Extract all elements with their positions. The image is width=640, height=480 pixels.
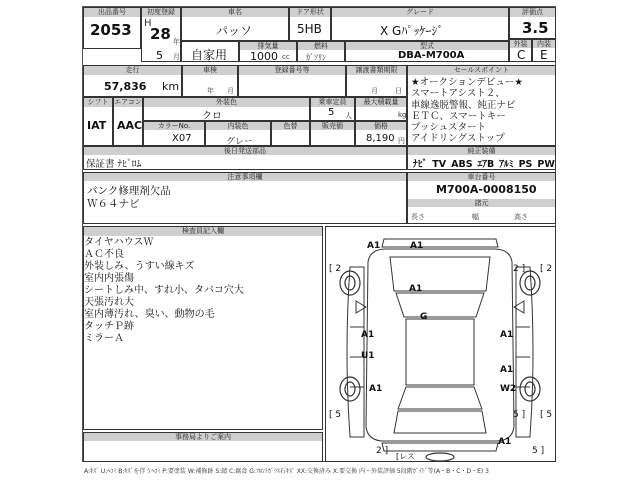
legend: A:ｷｽﾞ U:ﾍｺﾐ B:ｷｽﾞを伴うﾍｺﾐ P:要塗装 W:補修跡 S:錆 C:腐食 G:ﾌﾛﾝﾄｶﾞﾗｽ石ｷｽﾞ XX:交換済み X:要交換 内・外装評価 5段階ｶﾞｲﾄﾞ等(A・B・C・D・E) 3: [84, 468, 489, 475]
equipment-item: TV: [432, 159, 447, 170]
bracket-mark: [ 5: [329, 410, 342, 420]
damage-mark: A1: [410, 241, 424, 251]
equipment-item: ｴｱB: [477, 159, 495, 170]
car-name-label: 車名: [182, 8, 288, 17]
usage-cell: [181, 41, 239, 62]
grade-cell: [331, 7, 509, 41]
door-cell: [289, 7, 331, 41]
reg-year: 28: [150, 25, 171, 43]
equipment-item: PW: [537, 159, 555, 170]
lot-number-cell: [83, 7, 141, 49]
color-no: X07: [172, 133, 192, 144]
bracket-mark: [ 2: [540, 264, 553, 274]
damage-mark: U1: [361, 351, 375, 361]
mileage-unit: km: [162, 80, 180, 93]
selling-points-cell: [407, 65, 556, 146]
price: 8,190: [366, 133, 395, 144]
sold-label: 販売価: [311, 122, 354, 130]
score-cell: [509, 7, 556, 39]
door-label: ドア形状: [290, 8, 330, 17]
bracket-mark: [ 5: [540, 410, 553, 420]
inspector-note-line: 外装しみ、うすい線キズ: [84, 261, 195, 272]
rear-parts-label: 後日発送部品: [84, 147, 406, 155]
capacity-unit: 人: [345, 112, 352, 120]
reg-month: 5: [156, 49, 163, 62]
shift-label: シフト: [84, 98, 112, 107]
equipment-item: ﾅﾋﾞ: [413, 159, 428, 170]
inspector-note-line: タッチＰ跡: [84, 321, 134, 332]
equipment-item: PS: [518, 159, 533, 170]
mileage-cell: [83, 65, 182, 97]
inspector-label: 検査員記入欄: [84, 227, 322, 236]
office-label: 事務局よりご案内: [84, 433, 322, 441]
shift-cell: [83, 97, 113, 146]
max-load-cell: [355, 97, 407, 121]
notes-cell: [83, 172, 407, 224]
capacity: 5: [328, 107, 335, 118]
car-diagram: [326, 227, 555, 461]
car-name: パッソ: [216, 24, 253, 38]
selling-point: スマートアシスト２、: [411, 88, 505, 100]
selling-point: ＥＴＣ、スマートキー: [411, 110, 506, 122]
equipment-cell: [407, 146, 556, 170]
fuel-cell: [297, 41, 345, 62]
ext-score: C: [517, 48, 526, 62]
usage: 自家用: [191, 48, 228, 62]
bracket-mark: 2 ]: [376, 446, 389, 456]
dims-label: 諸元: [408, 199, 555, 207]
max-load-unit: kg: [398, 111, 407, 119]
selling-point: プッシュスタート: [411, 122, 487, 134]
inspector-note-line: ミラーＡ: [84, 333, 124, 344]
first-reg-label: 初度登録: [142, 8, 180, 17]
displacement-cell: [239, 41, 297, 62]
notes-label: 注意事項欄: [84, 173, 406, 181]
exterior-color-label: 外装色: [144, 98, 309, 107]
score-label: 評価点: [510, 8, 555, 17]
selling-points-list: [411, 77, 523, 145]
ac-cell: [113, 97, 143, 146]
equipment-item: ｱﾙﾐ: [499, 159, 514, 170]
fuel: ｶﾞｿﾘﾝ: [306, 53, 326, 62]
inspection-cell: [182, 65, 238, 97]
color-no-label: カラーNo.: [144, 122, 204, 130]
capacity-cell: [310, 97, 355, 121]
inspector-note-line: 室内内張傷: [84, 273, 134, 284]
displacement-unit: cc: [282, 53, 290, 61]
deadline-label: 譲渡書類期限: [347, 66, 406, 75]
damage-mark: A1: [409, 284, 423, 294]
sold-cell: [310, 121, 355, 146]
bracket-mark: 5 ]: [532, 446, 545, 456]
score: 3.5: [522, 19, 549, 37]
price-unit: 円: [398, 137, 405, 145]
inspector-note-line: タイヤハウスＷ: [84, 237, 154, 248]
exterior-color: クロ: [202, 111, 222, 122]
mileage-label: 走行: [84, 66, 181, 75]
selling-point: 車線逸脱警報、純正ナビ: [411, 99, 516, 111]
bracket-mark: 5 ]: [513, 410, 526, 420]
grade-label: グレード: [332, 8, 508, 17]
selling-point: ★オークションデビュー★: [411, 77, 523, 88]
chassis-number: M700A-0008150: [436, 183, 537, 196]
deadline-cell: [346, 65, 407, 97]
rear-parts: 保証書 ﾅﾋﾞﾛﾑ: [86, 159, 142, 170]
first-registration-cell: [141, 7, 181, 62]
door-type: 5HB: [297, 22, 322, 36]
inspector-note-line: 室内薄汚れ、臭い、動物の毛: [84, 309, 215, 320]
exterior-score-cell: [509, 39, 532, 62]
model: DBA-M700A: [398, 50, 465, 61]
shift: IAT: [87, 119, 107, 132]
ac: AAC: [117, 119, 143, 132]
inspector-note-line: シートしみ中、すれ小、タバコ穴大: [84, 285, 244, 296]
note-line: Ｗ６４ナビ: [87, 198, 140, 210]
lot-label: 出品番号: [84, 8, 140, 17]
year-unit: 年: [173, 38, 180, 46]
insp-month-unit: 月: [227, 87, 234, 95]
model-label: 型式: [346, 42, 508, 50]
damage-mark: A1: [361, 330, 375, 340]
damage-mark: A1: [500, 365, 514, 375]
equipment-label: 純正装備: [408, 147, 555, 155]
interior-color: グレー: [226, 137, 254, 147]
bracket-mark: 2 ]: [513, 264, 526, 274]
damage-mark: A1: [500, 330, 514, 340]
damage-mark: G: [420, 312, 428, 322]
rear-parts-cell: [83, 146, 407, 170]
month-unit: 月: [173, 53, 180, 61]
lot-number: 2053: [90, 21, 132, 39]
damage-mark: A1: [498, 437, 512, 447]
displacement: 1000: [250, 50, 278, 63]
ext-label: 外装: [510, 40, 531, 48]
inspector-notes: [84, 237, 244, 345]
selling-point: アイドリングストップ: [411, 133, 505, 145]
reg-no-label: 登録番号等: [239, 66, 345, 75]
ac-label: エアコン: [114, 98, 142, 106]
deadline-day-unit: 日: [395, 87, 402, 95]
grade: X Gﾊﾟｯｹｰｼﾞ: [380, 24, 444, 38]
era: H: [144, 18, 152, 29]
price-label: 価格: [356, 122, 406, 130]
bracket-mark: [レス: [396, 452, 415, 461]
mileage: 57,836: [104, 80, 147, 93]
length-label: 長さ: [411, 213, 425, 221]
selling-label: セールスポイント: [408, 66, 555, 75]
height-label: 高さ: [514, 213, 528, 221]
insp-year-unit: 年: [207, 87, 214, 95]
note-line: パンク修理剤欠品: [87, 185, 171, 197]
inspection-label: 車検: [183, 66, 237, 75]
color-change-label: 色替: [272, 122, 309, 130]
bracket-mark: [ 2: [329, 264, 342, 274]
interior-color-cell: [205, 121, 271, 146]
chassis-cell: [407, 172, 556, 224]
inspector-note-line: 天張汚れ大: [84, 297, 134, 308]
displacement-label: 排気量: [240, 42, 296, 50]
damage-mark: A1: [369, 384, 383, 394]
office-cell: [83, 432, 323, 462]
exterior-color-cell: [143, 97, 310, 121]
interior-score-cell: [532, 39, 556, 62]
max-load-label: 最大積載量: [356, 98, 406, 107]
width-label: 幅: [472, 213, 479, 221]
color-no-cell: [143, 121, 205, 146]
car-name-cell: [181, 7, 289, 41]
inspector-note-line: ＡＣ不良: [84, 249, 124, 260]
chassis-label: 車台番号: [408, 173, 555, 181]
reg-number-cell: [238, 65, 346, 97]
equipment-item: ABS: [451, 159, 473, 170]
price-cell: [355, 121, 407, 146]
deadline-month-unit: 月: [371, 87, 378, 95]
model-cell: [345, 41, 509, 62]
color-change-cell: [271, 121, 310, 146]
int-score: E: [540, 48, 548, 62]
damage-mark: W2: [500, 384, 517, 394]
damage-mark: A1: [367, 241, 381, 251]
capacity-label: 乗車定員: [311, 98, 354, 107]
int-label: 内装: [533, 40, 555, 48]
interior-color-label: 内装色: [206, 122, 270, 130]
fuel-label: 燃料: [298, 42, 344, 50]
equipment-list: [413, 156, 560, 170]
